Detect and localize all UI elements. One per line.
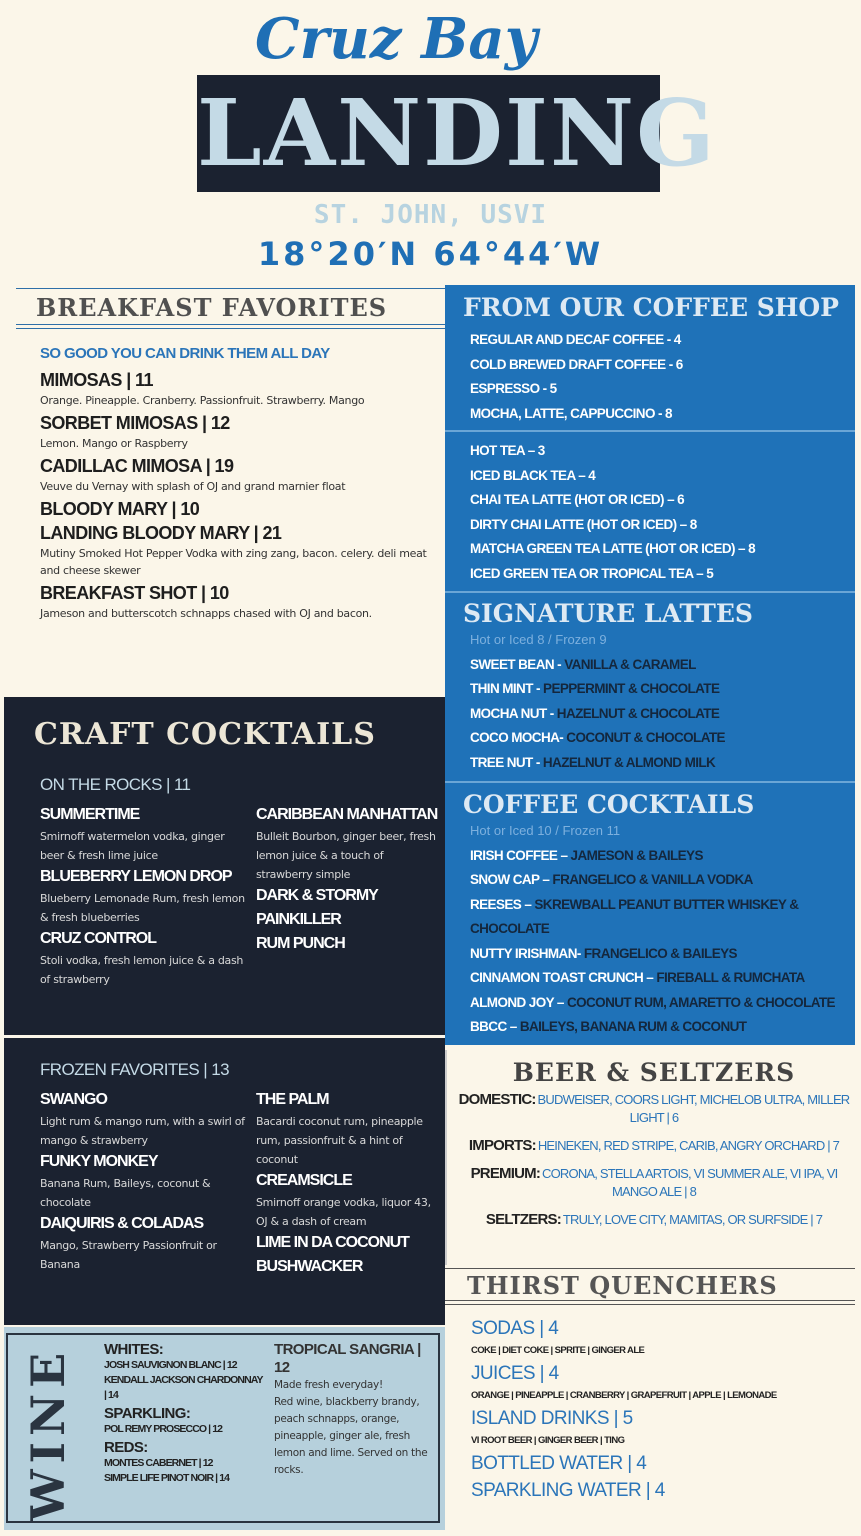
thirst-section: [445, 1268, 861, 1536]
wine-item: KENDALL JACKSON CHARDONNAY | 14: [104, 1374, 263, 1401]
location: ST. JOHN, USVI: [313, 200, 548, 230]
cocktail-desc: Stoli vodka, fresh lemon juice & a dash of strawberry: [40, 954, 244, 986]
breakfast-section: [16, 288, 445, 624]
beer-items: BUDWEISER, COORS LIGHT, MICHELOB ULTRA, MILLER LIGHT | 6: [537, 1092, 850, 1125]
breakfast-item-desc: Mutiny Smoked Hot Pepper Vodka with zing zang, bacon. celery. deli meat and cheese skewer: [40, 547, 427, 577]
item-name: THIN MINT -: [470, 681, 544, 696]
craft-title: CRAFT COCKTAILS: [34, 717, 376, 752]
menu-item: [470, 991, 850, 1016]
menu-item: [470, 653, 850, 678]
thirst-item-name: BOTTLED WATER | 4: [471, 1453, 647, 1474]
cocktail-name: SWANGO: [40, 1091, 107, 1108]
item-desc: HAZELNUT & CHOCOLATE: [556, 705, 720, 721]
breakfast-item-name: MIMOSAS | 11: [40, 370, 153, 390]
beer-title: BEER & SELTZERS: [512, 1058, 796, 1087]
frozen-section: [4, 1038, 445, 1325]
wine-item: JOSH SAUVIGNON BLANC | 12: [104, 1359, 237, 1371]
logo-main-text: LANDING: [197, 79, 717, 187]
coffee-cocktails-price: Hot or Iced 10 / Frozen 11: [470, 823, 621, 838]
item-name: NUTTY IRISHMAN-: [470, 945, 584, 961]
thirst-item-desc: COKE | DIET COKE | SPRITE | GINGER ALE: [471, 1345, 645, 1356]
item-desc: JAMESON & BAILEYS: [570, 847, 703, 863]
cocktail-desc: Smirnoff orange vodka, liquor 43, OJ & a dash of cream: [256, 1196, 431, 1228]
reds-label: REDS:: [104, 1439, 148, 1456]
item-desc: FRANGELICO & BAILEYS: [583, 945, 737, 961]
menu-item: [470, 868, 850, 893]
menu-item: [470, 726, 850, 751]
coffee-item: REGULAR AND DECAF COFFEE - 4: [470, 332, 681, 347]
cocktail-name: SUMMERTIME: [40, 806, 140, 823]
coffee-item: ESPRESSO - 5: [470, 381, 557, 396]
beer-row: [455, 1137, 853, 1155]
item-name: IRISH COFFEE –: [470, 847, 571, 863]
cocktail-name: DARK & STORMY: [256, 887, 378, 904]
breakfast-title: BREAKFAST FAVORITES: [36, 293, 388, 322]
cocktail-desc: Smirnoff watermelon vodka, ginger beer & fresh lime juice: [40, 830, 225, 862]
beer-label: PREMIUM:: [470, 1165, 541, 1182]
item-name: SWEET BEAN -: [470, 656, 565, 672]
breakfast-item-desc: Orange. Pineapple. Cranberry. Passionfruit. Strawberry. Mango: [40, 394, 365, 407]
item-desc: PEPPERMINT & CHOCOLATE: [543, 681, 720, 696]
sangria-name: TROPICAL SANGRIA | 12: [274, 1341, 421, 1376]
craft-cocktails-section: [4, 697, 445, 1035]
coffee-column: [445, 285, 855, 1045]
breakfast-item-name: BREAKFAST SHOT | 10: [40, 583, 229, 603]
item-name: CINNAMON TOAST CRUNCH –: [470, 970, 657, 985]
item-desc: FIREBALL & RUMCHATA: [656, 970, 805, 985]
item-name: REESES –: [470, 896, 535, 912]
coffee-shop-title: FROM OUR COFFEE SHOP: [463, 293, 839, 322]
item-name: TREE NUT -: [470, 754, 543, 770]
logo-script-text: Cruz Bay: [255, 6, 538, 72]
breakfast-item-name: SORBET MIMOSAS | 12: [40, 413, 230, 433]
tea-item: HOT TEA – 3: [470, 443, 545, 458]
thirst-item-name: SODAS | 4: [471, 1318, 559, 1339]
menu-item: [470, 677, 850, 702]
menu-item: [470, 1015, 850, 1040]
beer-row: [455, 1165, 853, 1201]
breakfast-item-name: CADILLAC MIMOSA | 19: [40, 456, 234, 476]
lattes-price: Hot or Iced 8 / Frozen 9: [470, 632, 607, 647]
tea-item: DIRTY CHAI LATTE (HOT OR ICED) – 8: [470, 516, 697, 532]
sparkling-label: SPARKLING:: [104, 1405, 191, 1422]
tea-item: CHAI TEA LATTE (HOT OR ICED) – 6: [470, 492, 685, 507]
breakfast-item-name: LANDING BLOODY MARY | 21: [40, 523, 282, 543]
beer-items: CORONA, STELLA ARTOIS, VI SUMMER ALE, VI IPA, VI MANGO ALE | 8: [542, 1166, 838, 1199]
cocktail-desc: Blueberry Lemonade Rum, fresh lemon & fresh blueberries: [40, 892, 245, 924]
thirst-item-desc: ORANGE | PINEAPPLE | CRANBERRY | GRAPEFRUIT | APPLE | LEMONADE: [471, 1390, 777, 1401]
item-desc: COCONUT RUM, AMARETTO & CHOCOLATE: [566, 994, 835, 1010]
coffee-item: COLD BREWED DRAFT COFFEE - 6: [470, 356, 683, 372]
breakfast-item-desc: Veuve du Vernay with splash of OJ and grand marnier float: [40, 480, 346, 493]
item-desc: FRANGELICO & VANILLA VODKA: [552, 872, 753, 887]
sangria-desc: Red wine, blackberry brandy, peach schnapps, orange, pineapple, ginger ale, fresh lemon and lime. Served on the rocks.: [274, 1396, 428, 1476]
item-desc: HAZELNUT & ALMOND MILK: [542, 754, 716, 770]
cocktail-desc: Light rum & mango rum, with a swirl of mango & strawberry: [40, 1115, 245, 1147]
beer-row: [455, 1091, 853, 1127]
menu-item: [470, 893, 850, 942]
menu-item: [470, 702, 850, 727]
wine-item: MONTES CABERNET | 12: [104, 1457, 213, 1469]
menu-item: [470, 751, 850, 776]
menu-item: [470, 942, 850, 967]
item-name: ALMOND JOY –: [470, 994, 567, 1010]
item-name: BBCC –: [470, 1019, 520, 1034]
thirst-item-name: JUICES | 4: [471, 1363, 559, 1384]
cocktail-name: LIME IN DA COCONUT: [256, 1234, 409, 1251]
cocktail-desc: Banana Rum, Baileys, coconut & chocolate: [40, 1177, 211, 1209]
item-desc: VANILLA & CARAMEL: [564, 656, 696, 672]
beer-section: [445, 1050, 861, 1265]
breakfast-item-desc: Jameson and butterscotch schnapps chased with OJ and bacon.: [40, 607, 372, 620]
logo-banner: [197, 75, 717, 192]
breakfast-item-desc: Lemon. Mango or Raspberry: [40, 437, 188, 450]
cocktail-name: BUSHWACKER: [256, 1258, 363, 1275]
coffee-item: MOCHA, LATTE, CAPPUCCINO - 8: [470, 405, 672, 421]
cocktail-name: FUNKY MONKEY: [40, 1153, 158, 1170]
beer-items: TRULY, LOVE CITY, MAMITAS, OR SURFSIDE | 7: [562, 1212, 823, 1227]
cocktail-name: DAIQUIRIS & COLADAS: [40, 1215, 204, 1232]
cocktail-name: CARIBBEAN MANHATTAN: [256, 806, 438, 823]
item-desc: BAILEYS, BANANA RUM & COCONUT: [519, 1019, 747, 1034]
beer-items: HEINEKEN, RED STRIPE, CARIB, ANGRY ORCHARD | 7: [537, 1138, 840, 1153]
cocktail-desc: Bacardi coconut rum, pineapple rum, passionfruit & a hint of coconut: [256, 1115, 423, 1166]
tea-item: MATCHA GREEN TEA LATTE (HOT OR ICED) – 8: [470, 541, 755, 556]
cocktail-desc: Mango, Strawberry Passionfruit or Banana: [40, 1239, 217, 1271]
cocktail-name: PAINKILLER: [256, 911, 341, 928]
item-name: COCO MOCHA-: [470, 730, 567, 745]
thirst-title: THIRST QUENCHERS: [467, 1271, 778, 1300]
sangria-note: Made fresh everyday!: [274, 1379, 383, 1391]
tea-item: ICED BLACK TEA – 4: [470, 467, 596, 483]
wine-item: SIMPLE LIFE PINOT NOIR | 14: [104, 1472, 230, 1484]
thirst-item-name: ISLAND DRINKS | 5: [471, 1408, 633, 1429]
item-name: MOCHA NUT -: [470, 705, 557, 721]
wine-section: [4, 1327, 445, 1530]
breakfast-tagline: SO GOOD YOU CAN DRINK THEM ALL DAY: [40, 345, 330, 362]
cocktail-name: RUM PUNCH: [256, 935, 345, 952]
wine-item: POL REMY PROSECCO | 12: [104, 1423, 223, 1435]
wine-title: WINE: [21, 1346, 75, 1522]
thirst-item-desc: VI ROOT BEER | GINGER BEER | TING: [471, 1435, 625, 1446]
item-desc: COCONUT & CHOCOLATE: [566, 730, 725, 745]
frozen-subtitle: FROZEN FAVORITES | 13: [40, 1060, 229, 1079]
cocktail-name: THE PALM: [256, 1091, 329, 1108]
item-name: SNOW CAP –: [470, 872, 553, 887]
menu-item: [470, 966, 850, 991]
cocktail-desc: Bulleit Bourbon, ginger beer, fresh lemon juice & a touch of strawberry simple: [256, 830, 436, 881]
cocktail-name: CRUZ CONTROL: [40, 930, 156, 947]
beer-label: IMPORTS:: [468, 1137, 536, 1154]
coordinates: 18°20′N 64°44′W: [257, 235, 604, 273]
beer-label: SELTZERS:: [485, 1211, 561, 1228]
craft-subtitle: ON THE ROCKS | 11: [40, 775, 191, 794]
whites-label: WHITES:: [104, 1341, 164, 1358]
cocktail-name: BLUEBERRY LEMON DROP: [40, 868, 232, 885]
menu-item: [470, 844, 850, 869]
thirst-item-name: SPARKLING WATER | 4: [471, 1480, 665, 1501]
breakfast-item-name: BLOODY MARY | 10: [40, 499, 200, 519]
beer-row: [455, 1211, 853, 1229]
tea-item: ICED GREEN TEA OR TROPICAL TEA – 5: [470, 565, 714, 581]
cocktail-name: CREAMSICLE: [256, 1172, 352, 1189]
beer-label: DOMESTIC:: [458, 1091, 536, 1108]
lattes-title: SIGNATURE LATTES: [463, 599, 753, 628]
item-desc: SKREWBALL PEANUT BUTTER WHISKEY & CHOCOLATE: [470, 896, 799, 936]
coffee-cocktails-title: COFFEE COCKTAILS: [463, 790, 755, 819]
